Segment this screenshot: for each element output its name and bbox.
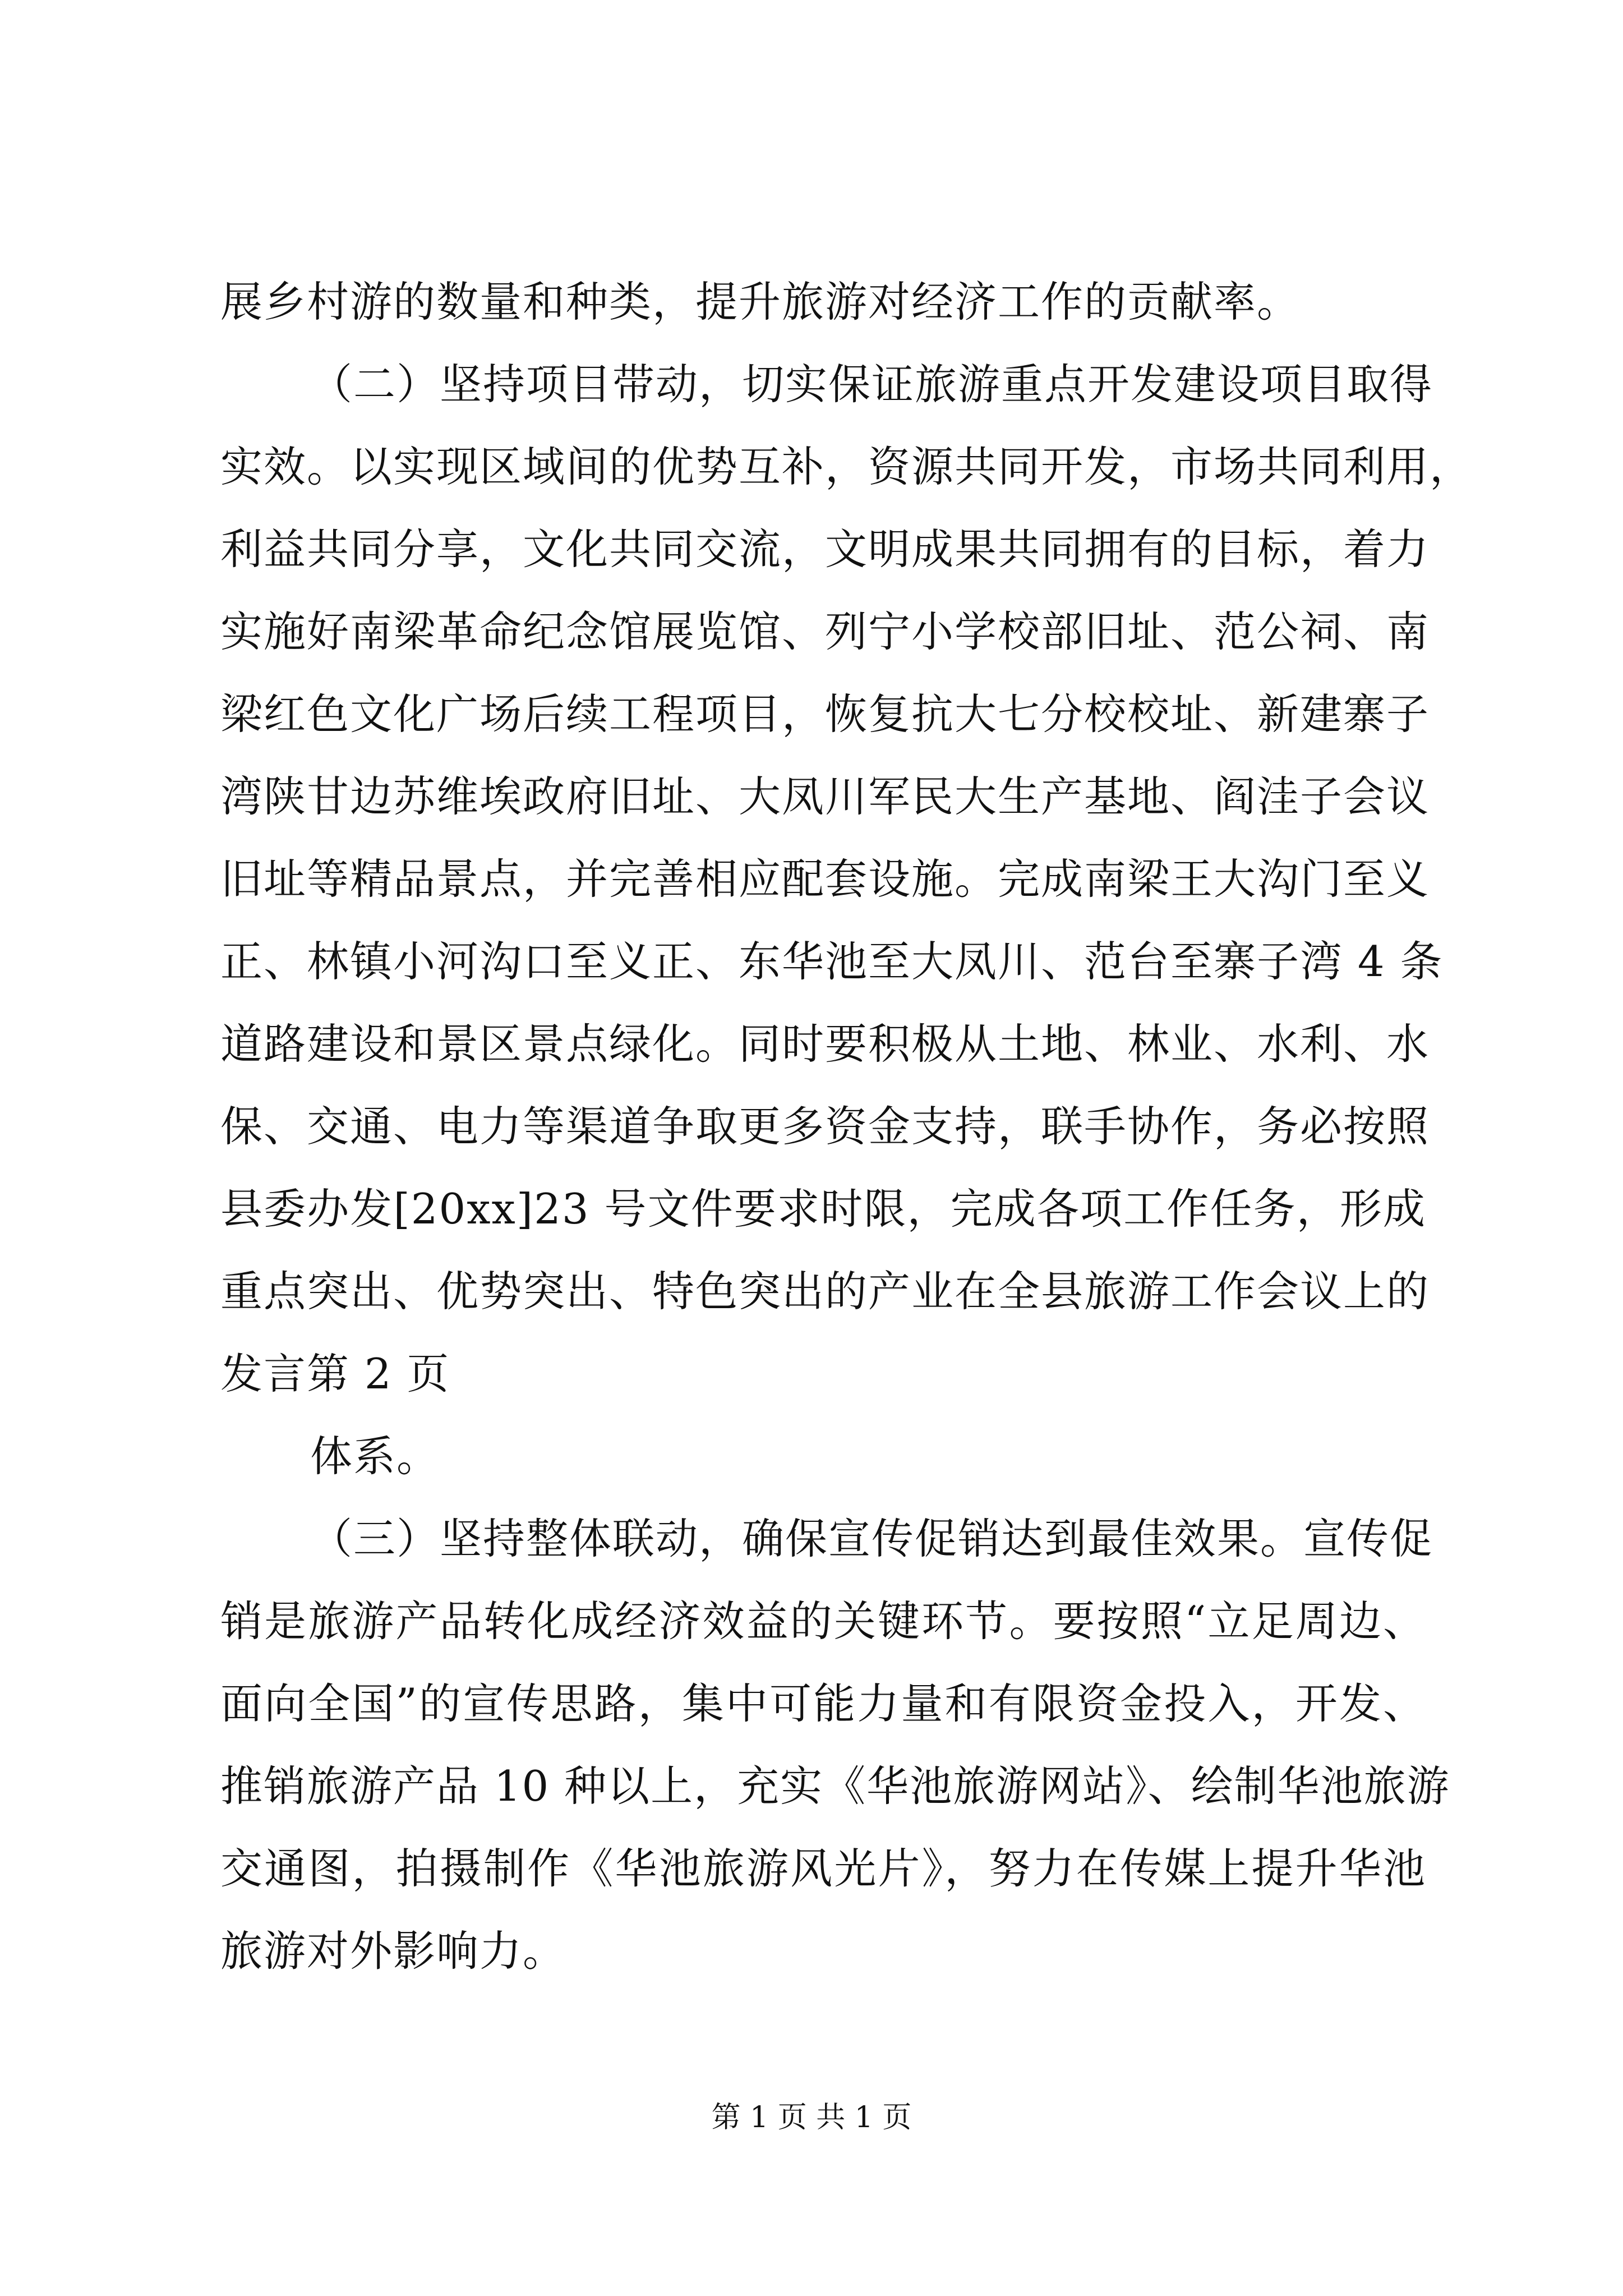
text-line: 梁红色文化广场后续工程项目，恢复抗大七分校校址、新建寨子 [220,689,1430,739]
text-line: 发言第 2 页 [220,1349,450,1398]
text-line: 重点突出、优势突出、特色突出的产业在全县旅游工作会议上的 [220,1267,1430,1316]
text-line: 实效。以实现区域间的优势互补，资源共同开发，市场共同利用， [220,442,1473,491]
text-line: 道路建设和景区景点绿化。同时要积极从土地、林业、水利、水 [220,1019,1430,1069]
text-line: 湾陕甘边苏维埃政府旧址、大凤川军民大生产基地、阎洼子会议 [220,772,1430,821]
text-line: 旧址等精品景点，并完善相应配套设施。完成南梁王大沟门至义 [220,854,1430,904]
text-line: 正、林镇小河沟口至义正、东华池至大凤川、范台至寨子湾 4 条 [220,937,1444,986]
text-line: 销是旅游产品转化成经济效益的关键环节。要按照“立足周边、 [220,1596,1426,1646]
text-line: 交通图，拍摄制作《华池旅游风光片》，努力在传媒上提升华池 [220,1844,1426,1893]
document-body [220,261,1473,1993]
text-line: 推销旅游产品 10 种以上，充实《华池旅游网站》、绘制华池旅游 [220,1761,1450,1811]
paragraph-heading-2: （二）坚持项目带动，切实保证旅游重点开发建设项目取得 [310,360,1433,409]
text-line: 旅游对外影响力。 [220,1926,566,1976]
text-line: 实施好南梁革命纪念馆展览馆、列宁小学校部旧址、范公祠、南 [220,607,1430,656]
text-line: 利益共同分享，文化共同交流，文明成果共同拥有的目标，着力 [220,524,1430,574]
text-line: 面向全国”的宣传思路，集中可能力量和有限资金投入，开发、 [220,1679,1426,1728]
page-footer: 第 1 页 共 1 页 [711,2101,912,2134]
text-line: 保、交通、电力等渠道争取更多资金支持，联手协作，务必按照 [220,1102,1430,1151]
paragraph-heading-3: （三）坚持整体联动，确保宣传促销达到最佳效果。宣传促 [310,1514,1433,1563]
text-line: 县委办发[20xx]23 号文件要求时限，完成各项工作任务，形成 [220,1184,1426,1234]
text-line: 体系。 [310,1432,440,1481]
text-line: 展乡村游的数量和种类，提升旅游对经济工作的贡献率。 [220,277,1301,326]
